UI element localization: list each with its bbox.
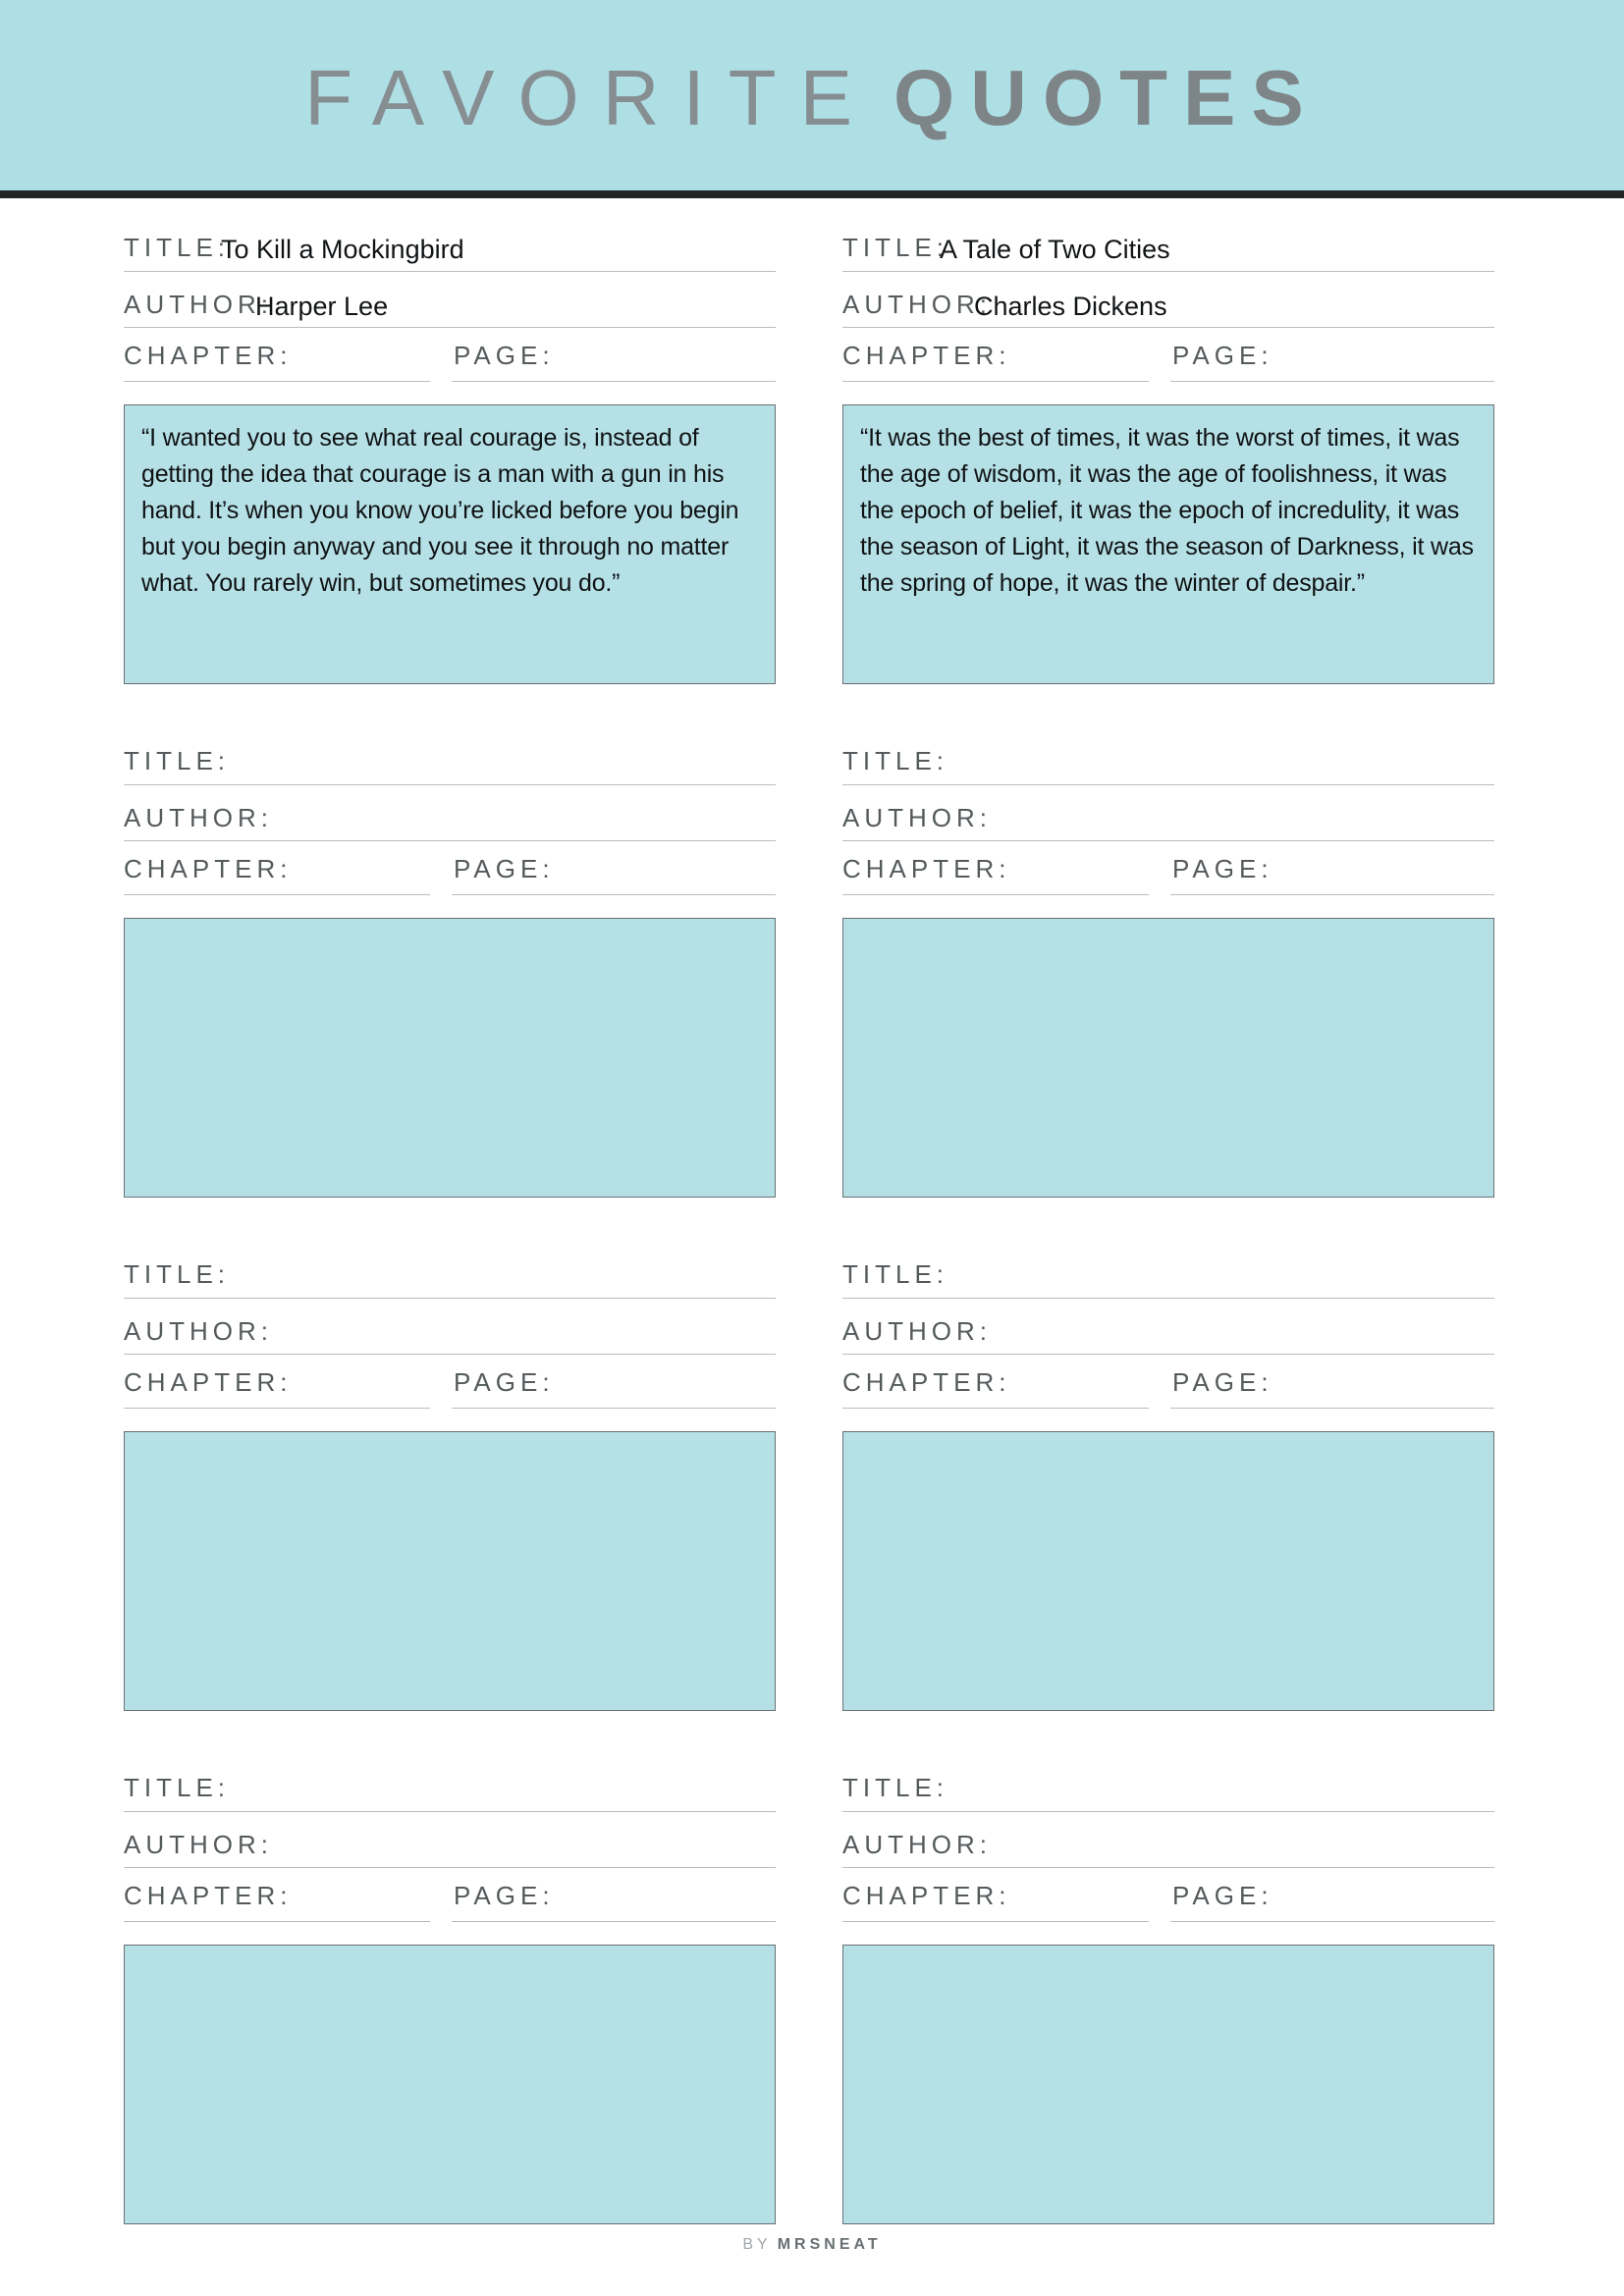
chapter-label: CHAPTER: bbox=[842, 341, 1011, 370]
chapter-field-line[interactable] bbox=[124, 1921, 430, 1922]
page-footer bbox=[0, 2236, 1624, 2254]
title-value: A Tale of Two Cities bbox=[940, 235, 1170, 264]
chapter-label: CHAPTER: bbox=[842, 1367, 1011, 1397]
footer-brand-text: MRSNEAT bbox=[777, 2236, 882, 2253]
author-label: AUTHOR: bbox=[842, 1316, 992, 1346]
title-label: TITLE: bbox=[842, 1259, 949, 1289]
quote-entry bbox=[124, 1774, 776, 2287]
chapter-field-line[interactable] bbox=[124, 894, 430, 895]
author-field-line[interactable] bbox=[124, 1867, 776, 1868]
author-field-line[interactable] bbox=[842, 1867, 1494, 1868]
quote-entries-grid bbox=[124, 234, 1494, 2287]
page-title bbox=[304, 54, 1320, 141]
page-field-line[interactable] bbox=[1170, 1921, 1494, 1922]
quote-text: “I wanted you to see what real courage is, instead of getting the idea that courage is a man with a gun in his hand. It’s when you know you’re licked before you begin but you begin anyway and you see it through no matter what. You rarely win, but sometimes you do.” bbox=[141, 424, 739, 597]
page-label: PAGE: bbox=[1172, 1881, 1273, 1910]
title-label: TITLE: bbox=[842, 1773, 949, 1802]
author-field-line[interactable] bbox=[842, 327, 1494, 328]
page-header bbox=[0, 0, 1624, 198]
author-field-line[interactable] bbox=[842, 840, 1494, 841]
quote-entry bbox=[842, 234, 1494, 747]
page-field-line[interactable] bbox=[1170, 1408, 1494, 1409]
quote-box[interactable] bbox=[124, 404, 776, 684]
author-field-line[interactable] bbox=[124, 840, 776, 841]
page-field-line[interactable] bbox=[452, 1921, 776, 1922]
title-label: TITLE: bbox=[124, 1773, 231, 1802]
quote-box[interactable] bbox=[124, 1945, 776, 2224]
quote-box[interactable] bbox=[124, 918, 776, 1198]
author-field-line[interactable] bbox=[124, 1354, 776, 1355]
author-label: AUTHOR: bbox=[124, 1830, 273, 1859]
title-label: TITLE: bbox=[124, 746, 231, 775]
quote-entry bbox=[842, 1260, 1494, 1774]
author-field-line[interactable] bbox=[124, 327, 776, 328]
quote-box[interactable] bbox=[842, 1945, 1494, 2224]
title-field-line[interactable] bbox=[842, 1811, 1494, 1812]
author-label: AUTHOR: bbox=[124, 290, 273, 319]
quote-entry bbox=[124, 234, 776, 747]
page-field-line[interactable] bbox=[1170, 381, 1494, 382]
title-field-line[interactable] bbox=[842, 784, 1494, 785]
author-value: Harper Lee bbox=[255, 292, 389, 321]
chapter-label: CHAPTER: bbox=[842, 1881, 1011, 1910]
quote-box[interactable] bbox=[842, 1431, 1494, 1711]
chapter-label: CHAPTER: bbox=[124, 854, 293, 883]
author-label: AUTHOR: bbox=[124, 1316, 273, 1346]
title-field-line[interactable] bbox=[842, 271, 1494, 272]
author-value: Charles Dickens bbox=[974, 292, 1167, 321]
quote-box[interactable] bbox=[842, 404, 1494, 684]
title-field-line[interactable] bbox=[124, 1811, 776, 1812]
title-field-line[interactable] bbox=[124, 1298, 776, 1299]
page-title-bold: QUOTES bbox=[893, 54, 1320, 141]
quote-text: “It was the best of times, it was the worst of times, it was the age of wisdom, it was the age of foolishness, it was the epoch of belief, it was the epoch of incredulity, it was the season of Light, it was the season of Darkness, it was the spring of hope, it was the winter of despair.” bbox=[860, 424, 1474, 597]
author-field-line[interactable] bbox=[842, 1354, 1494, 1355]
page-label: PAGE: bbox=[454, 1881, 555, 1910]
title-label: TITLE: bbox=[124, 233, 231, 262]
page-label: PAGE: bbox=[1172, 854, 1273, 883]
chapter-field-line[interactable] bbox=[124, 381, 430, 382]
page-label: PAGE: bbox=[454, 1367, 555, 1397]
quote-box[interactable] bbox=[842, 918, 1494, 1198]
title-label: TITLE: bbox=[842, 233, 949, 262]
page-label: PAGE: bbox=[454, 341, 555, 370]
chapter-field-line[interactable] bbox=[842, 381, 1149, 382]
quote-entry bbox=[842, 747, 1494, 1260]
author-label: AUTHOR: bbox=[842, 803, 992, 832]
page-label: PAGE: bbox=[1172, 1367, 1273, 1397]
author-label: AUTHOR: bbox=[124, 803, 273, 832]
chapter-field-line[interactable] bbox=[842, 1408, 1149, 1409]
chapter-label: CHAPTER: bbox=[842, 854, 1011, 883]
chapter-label: CHAPTER: bbox=[124, 1881, 293, 1910]
title-field-line[interactable] bbox=[124, 784, 776, 785]
page-field-line[interactable] bbox=[452, 1408, 776, 1409]
page-field-line[interactable] bbox=[452, 894, 776, 895]
author-label: AUTHOR: bbox=[842, 1830, 992, 1859]
page-field-line[interactable] bbox=[452, 381, 776, 382]
chapter-field-line[interactable] bbox=[842, 1921, 1149, 1922]
quote-entry bbox=[124, 747, 776, 1260]
chapter-field-line[interactable] bbox=[842, 894, 1149, 895]
quote-box[interactable] bbox=[124, 1431, 776, 1711]
quote-entry bbox=[842, 1774, 1494, 2287]
chapter-field-line[interactable] bbox=[124, 1408, 430, 1409]
page-label: PAGE: bbox=[454, 854, 555, 883]
title-label: TITLE: bbox=[842, 746, 949, 775]
author-label: AUTHOR: bbox=[842, 290, 992, 319]
quote-entry bbox=[124, 1260, 776, 1774]
title-field-line[interactable] bbox=[842, 1298, 1494, 1299]
page-title-light: FAVORITE bbox=[304, 54, 876, 141]
title-value: To Kill a Mockingbird bbox=[221, 235, 464, 264]
chapter-label: CHAPTER: bbox=[124, 341, 293, 370]
page-label: PAGE: bbox=[1172, 341, 1273, 370]
chapter-label: CHAPTER: bbox=[124, 1367, 293, 1397]
footer-by-text: BY bbox=[742, 2236, 772, 2253]
title-label: TITLE: bbox=[124, 1259, 231, 1289]
page-field-line[interactable] bbox=[1170, 894, 1494, 895]
title-field-line[interactable] bbox=[124, 271, 776, 272]
